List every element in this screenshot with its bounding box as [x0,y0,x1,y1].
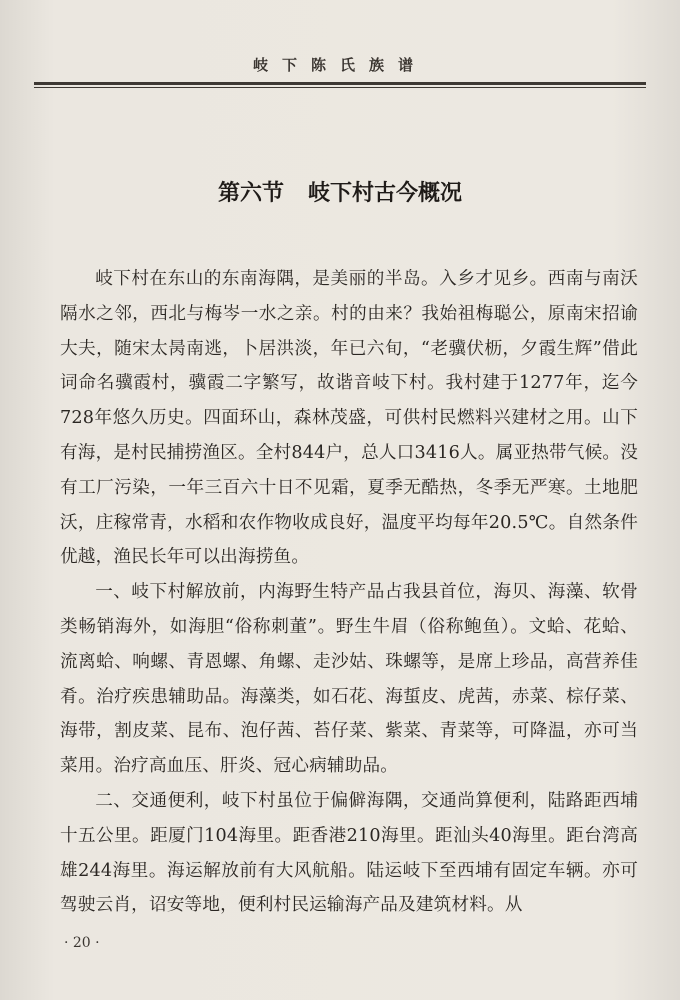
section-title: 岐下村古今概况 [308,181,463,206]
body-text [60,262,638,923]
running-header: 岐下陈氏族谱 [252,56,427,74]
section-heading [0,176,680,207]
page-number: · 20 · [64,935,100,951]
paragraph-transport: 二、交通便利，岐下村虽位于偏僻海隅，交通尚算便利，陆路距西埔十五公里。距厦门104海里。距香港210海里。距汕头40海里。距台湾高雄244海里。海运解放前有大风航船。陆运岐下至西埔有固定车辆。亦可驾驶云肖，诏安等地，便利村民运输海产品及建筑材料。从 [60,790,638,916]
header-rule-thick [34,82,646,85]
paragraph-intro: 岐下村在东山的东南海隅，是美丽的半岛。入乡才见乡。西南与南沃隔水之邻，西北与梅岑一水之亲。村的由来？我始祖梅聪公，原南宋招谕大夫，随宋太昺南逃，卜居洪淡，年已六旬，“老骥伏枥，夕霞生辉”借此词命名骥霞村，骥霞二字繁写，故谐音岐下村。我村建于1277年，迄今728年悠久历史。四面环山，森林茂盛，可供村民燃料兴建材之用。山下有海，是村民捕捞渔区。全村844户，总人口3416人。属亚热带气候。没有工厂污染，一年三百六十日不见霜，夏季无酷热，冬季无严寒。土地肥沃，庄稼常青，水稻和农作物收成良好，温度平均每年20.5℃。自然条件优越，渔民长年可以出海捞鱼。 [60,269,638,568]
paragraph-products: 一、岐下村解放前，内海野生特产品占我县首位，海贝、海藻、软骨类畅销海外，如海胆“俗称刺董”。野生牛眉（俗称鲍鱼）。文蛤、花蛤、流离蛤、响螺、青恩螺、角螺、走沙姑、珠螺等，是席上珍品，高营养佳肴。治疗疾患辅助品。海藻类，如石花、海蜇皮、虎茜，赤菜、棕仔菜、海带，割皮菜、昆布、泡仔茜、苔仔菜、紫菜、青菜等，可降温，亦可当菜用。治疗高血压、肝炎、冠心病辅助品。 [60,582,638,777]
header-rule-thin [34,87,646,88]
section-number: 第六节 [217,181,284,206]
